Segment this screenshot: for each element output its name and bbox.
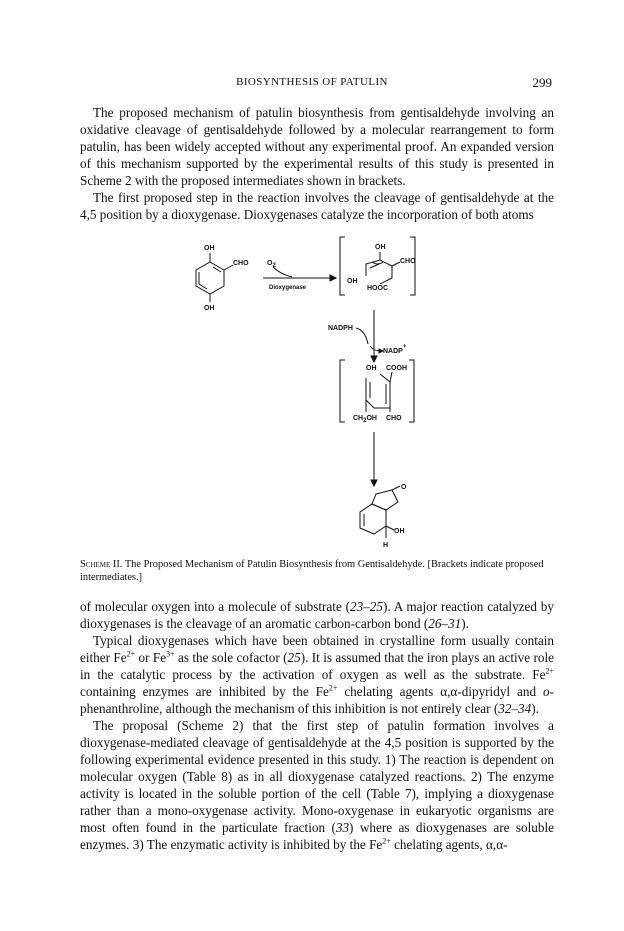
bottom-text-block — [80, 598, 554, 853]
intermediate-1 — [340, 237, 416, 295]
citation: 26–31 — [428, 616, 462, 631]
oh-label: OH — [394, 528, 405, 535]
arrow-head — [330, 275, 336, 281]
ch2oh-label: CH2OH — [353, 415, 377, 424]
right-bracket — [410, 237, 415, 295]
page-number: 299 — [532, 75, 552, 90]
nadph-label: NADPH — [328, 325, 353, 332]
dioxygenase-arrow — [263, 260, 336, 291]
o2-curve — [273, 267, 292, 277]
nadp-label: NADP+ — [383, 344, 407, 355]
arrow-head — [371, 480, 377, 486]
scheme-diagram — [180, 232, 460, 552]
double-bond — [370, 264, 379, 268]
paragraph-mechanism-intro: The proposed mechanism of patulin biosynthesis from gentisaldehyde involving an oxidative cleavage of gentisaldehyde followed by a molecular rearrangement to form patulin, has been widely accepted without any experimental proof. An expanded version of this mechanism supported by the experimental results of this study is presented in Scheme 2 with the proposed intermediates shown in brackets. — [80, 105, 554, 188]
dioxygenase-label: Dioxygenase — [269, 285, 307, 291]
cho-label: CHO — [386, 415, 402, 422]
hooc-label: HOOC — [367, 285, 388, 292]
running-title: BIOSYNTHESIS OF PATULIN — [236, 76, 388, 88]
oh-label: OH — [204, 245, 215, 252]
patulin-structure — [360, 484, 407, 549]
h-label: H — [383, 542, 389, 549]
paragraph-first-step: The first proposed step in the reaction involves the cleavage of gentisaldehyde at the 4,5 position by a dioxygenase. Dioxygenases catalyze the incorporation of both atoms — [80, 190, 554, 222]
top-text-block — [80, 104, 554, 223]
running-head — [0, 76, 624, 92]
reaction-scheme-svg — [180, 232, 460, 552]
intermediate-2 — [340, 360, 414, 424]
oh-label: OH — [204, 305, 215, 312]
citation: 23–25 — [350, 599, 383, 614]
arrow-head — [371, 356, 377, 362]
oxygen-label: O — [401, 484, 407, 491]
benzene-ring-left — [196, 262, 224, 294]
citation: 33 — [335, 820, 350, 835]
chain-bond — [380, 278, 392, 284]
oh-label: OH — [375, 244, 386, 251]
carbonyl-bond — [392, 486, 400, 490]
oh-bond — [386, 526, 394, 530]
cooh-bond — [390, 372, 392, 382]
oh-label: OH — [347, 278, 358, 285]
citation: 25 — [287, 650, 301, 665]
cooh-label: COOH — [386, 365, 407, 372]
scheme-label: Scheme II. — [80, 559, 123, 570]
nadph-curve — [356, 328, 368, 344]
citation: 32–34 — [498, 701, 532, 716]
chain-bonds — [366, 260, 392, 276]
cho-bond — [224, 265, 233, 270]
paragraph-oxygen-incorporation: of molecular oxygen into a molecule of substrate (23–25). A major reaction catalyzed by dioxygenases is the cleavage of an aromatic carbon-carbon bond (26–31). — [80, 599, 554, 631]
cho-bond — [392, 262, 400, 266]
right-bracket — [409, 360, 414, 422]
left-bracket — [340, 360, 345, 422]
caption-text: The Proposed Mechanism of Patulin Biosynthesis from Gentisaldehyde. [Brackets indicate proposed intermediates.] — [80, 559, 544, 583]
paragraph-proposal-evidence: The proposal (Scheme 2) that the first step of patulin formation involves a dioxygenase-mediated cleavage of gentisaldehyde at the 4,5 position is supported by the following experimental evidence presented in this study. 1) The reaction is dependent on molecular oxygen (Table 8) as in all dioxygenase catalyzed reactions. 2) The enzyme activity is located in the soluble portion of the cell (Table 7), implying a dioxygenase rather than a mono-oxygenase activity. Mono-oxygenase in eukaryotic organisms are most often found in the particulate fraction (33) where as dioxygenases are soluble enzymes. 3) The enzymatic activity is inhibited by the $Fe^{2+}$ chelating agents, α,α- — [80, 718, 554, 852]
scheme-caption — [80, 558, 554, 584]
o2-label: O2 — [267, 260, 276, 269]
paragraph-typical-dioxygenases: Typical dioxygenases which have been obtained in crystalline form usually contain either $Fe^{2+}$ or $Fe^{3+}$ as the sole cofactor (25). It is assumed that the iron plays an active role in the catalytic process by the activation of oxygen as well as the substrate. $Fe^{2+}$ containing enzymes are inhibited by the $Fe^{2+}$ chelating agents α,α-dipyridyl and o-phenanthroline, although the mechanism of this inhibition is not entirely clear (32–34). — [80, 633, 554, 716]
left-bracket — [340, 237, 345, 295]
lactone-ring — [372, 490, 398, 510]
reduction-arrow — [328, 310, 407, 362]
oh-label: OH — [366, 365, 377, 372]
cho-label: CHO — [400, 258, 416, 265]
gentisaldehyde-structure — [196, 245, 249, 312]
cho-label: CHO — [233, 260, 249, 267]
